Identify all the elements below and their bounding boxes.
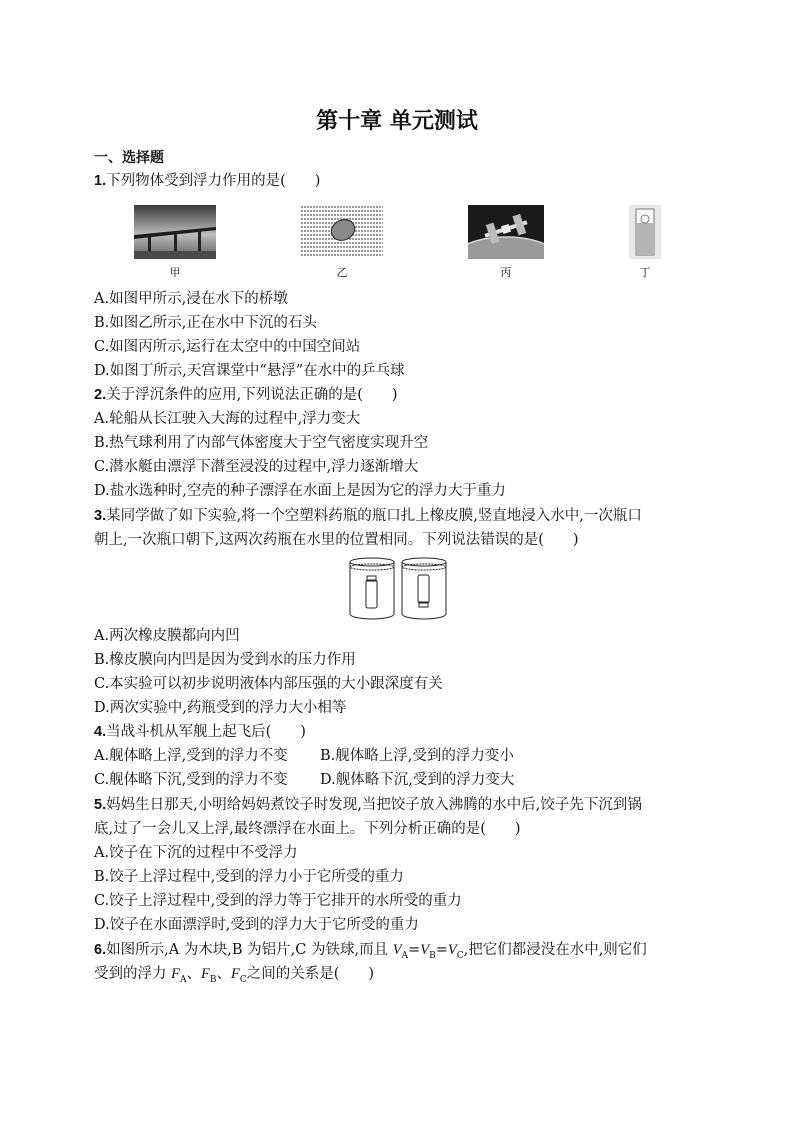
question-6: 6.如图所示,A 为木块,B 为铝片,C 为铁球,而且 $V_A=V_B=V_C$,把它们都浸没在水中,则它们 <box>94 942 647 961</box>
question-text: 妈妈生日那天,小明给妈妈煮饺子时发现,当把饺子放入沸腾的水中后,饺子先下沉到锅 <box>106 797 642 813</box>
option-c: C.饺子上浮过程中,受到的浮力等于它排开的水所受的重力 <box>94 893 462 909</box>
question-4 <box>94 722 306 742</box>
question-1 <box>94 171 320 191</box>
question-number: 1. <box>94 173 107 189</box>
option-c: C.舰体略下沉,受到的浮力不变 <box>94 772 288 788</box>
option-d: D.盐水选种时,空壳的种子漂浮在水面上是因为它的浮力大于重力 <box>94 483 506 499</box>
question-5-continued: 底,过了一会儿又上浮,最终漂浮在水面上。下列分析正确的是( ) <box>94 821 521 837</box>
question-2 <box>94 385 398 405</box>
bridge-photo <box>134 205 216 259</box>
water-glass-photo <box>629 205 661 259</box>
option-a: A.饺子在下沉的过程中不受浮力 <box>94 845 298 861</box>
question-text: 某同学做了如下实验,将一个空塑料药瓶的瓶口扎上橡皮膜,竖直地浸入水中,一次瓶口 <box>106 508 642 524</box>
option-c: C.本实验可以初步说明液体内部压强的大小跟深度有关 <box>94 676 443 692</box>
question-number: 4. <box>94 724 107 740</box>
two-beakers-figure <box>346 556 450 622</box>
option-a: A.舰体略上浮,受到的浮力不变 <box>94 748 288 764</box>
question-text: 关于浮沉条件的应用,下列说法正确的是( ) <box>106 387 398 403</box>
option-a: A.两次橡皮膜都向内凹 <box>94 628 240 644</box>
option-d: D.饺子在水面漂浮时,受到的浮力大于它所受的重力 <box>94 917 419 933</box>
option-c: C.如图丙所示,运行在太空中的中国空间站 <box>94 339 361 355</box>
caption-bing: 丙 <box>500 266 512 279</box>
option-b: B.舰体略上浮,受到的浮力变小 <box>320 748 514 764</box>
question-5 <box>94 795 642 815</box>
option-d: D.舰体略下沉,受到的浮力变大 <box>320 772 515 788</box>
question-text: 如图所示,A 为木块,B 为铝片,C 为铁球,而且 <box>106 942 393 958</box>
option-c: C.潜水艇由漂浮下潜至浸没的过程中,浮力逐渐增大 <box>94 459 419 475</box>
option-b: B.橡皮膜向内凹是因为受到水的压力作用 <box>94 652 356 668</box>
option-b: B.如图乙所示,正在水中下沉的石头 <box>94 315 317 331</box>
option-d: D.两次实验中,药瓶受到的浮力大小相等 <box>94 700 347 716</box>
option-d: D.如图丁所示,天宫课堂中“悬浮”在水中的乒乓球 <box>94 363 405 379</box>
question-number: 3. <box>94 508 107 524</box>
question-text: 下列物体受到浮力作用的是( ) <box>106 173 321 189</box>
volume-equation: $V_A=V_B=V_C$ <box>392 942 464 961</box>
option-a: A.轮船从长江驶入大海的过程中,浮力变大 <box>94 411 361 427</box>
question-number: 6. <box>94 942 107 958</box>
question-number: 5. <box>94 797 107 813</box>
question-number: 2. <box>94 387 107 403</box>
caption-jia: 甲 <box>169 266 181 279</box>
option-b: B.饺子上浮过程中,受到的浮力小于它所受的重力 <box>94 869 404 885</box>
question-3-continued: 朝上,一次瓶口朝下,这两次药瓶在水里的位置相同。下列说法错误的是( ) <box>94 532 579 548</box>
buoyancy-forces: $F_A$、$F_B$、$F_C$ <box>171 966 247 985</box>
page-title: 第十章 单元测试 <box>316 109 478 134</box>
caption-ding: 丁 <box>639 266 651 279</box>
question-6-continued: 受到的浮力 $F_A$、$F_B$、$F_C$之间的关系是( ) <box>94 966 375 985</box>
section-heading: 一、选择题 <box>94 150 164 166</box>
question-text: 当战斗机从军舰上起飞后( ) <box>106 724 306 740</box>
caption-yi: 乙 <box>336 266 348 279</box>
stone-in-water-figure <box>301 204 383 259</box>
space-station-photo <box>468 205 544 259</box>
option-b: B.热气球利用了内部气体密度大于空气密度实现升空 <box>94 435 429 451</box>
option-a: A.如图甲所示,浸在水下的桥墩 <box>94 291 288 307</box>
question-3 <box>94 506 642 526</box>
